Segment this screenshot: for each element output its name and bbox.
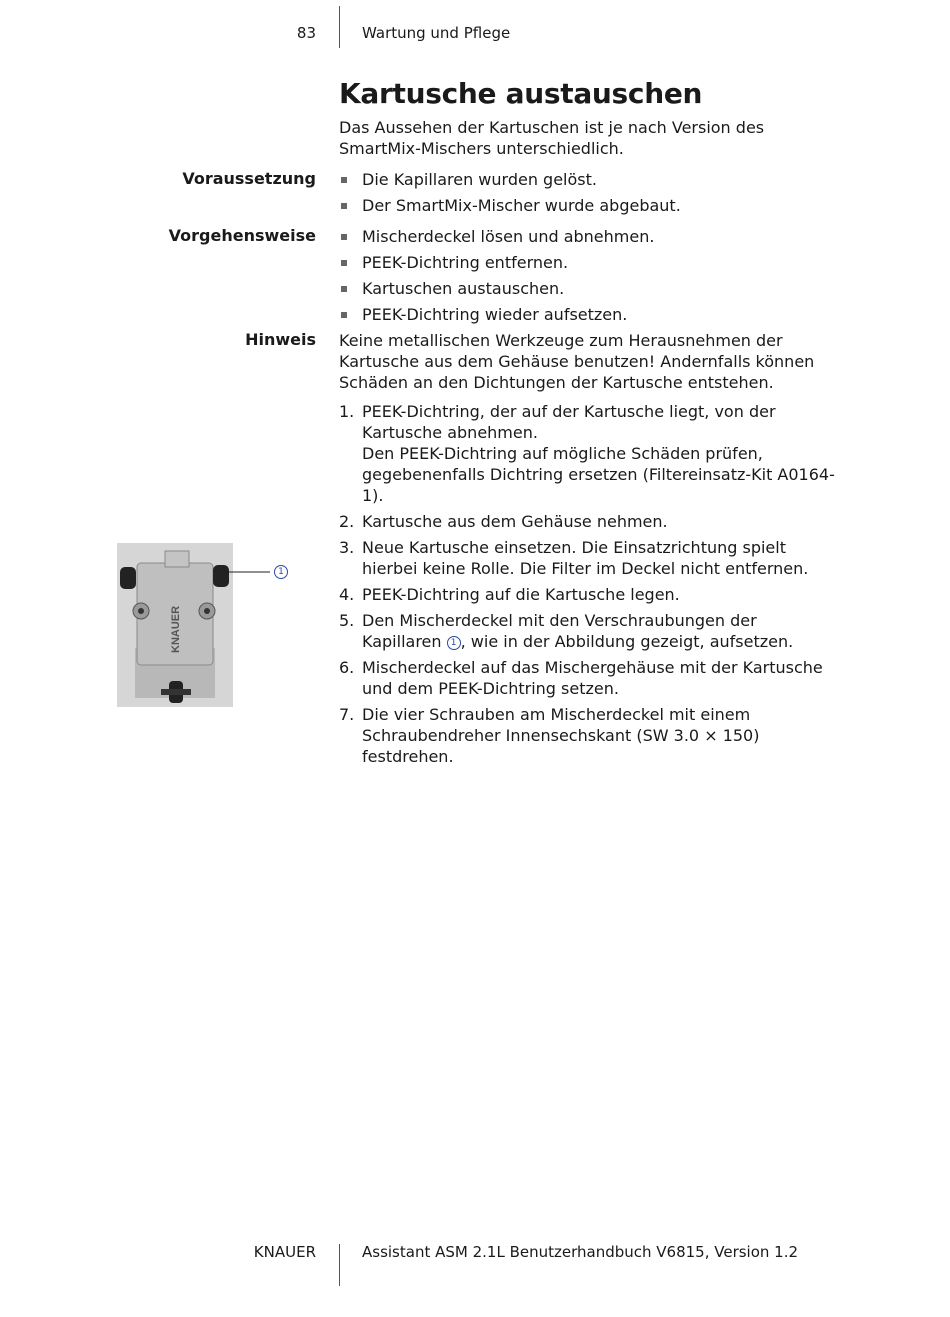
step-text: Mischerdeckel auf das Mischergehäuse mit der Kartusche und dem PEEK-Dichtring setzen. bbox=[362, 658, 823, 698]
step-number: 7. bbox=[339, 705, 355, 724]
section-intro: Das Aussehen der Kartuschen ist je nach Version des SmartMix-Mischers unterschiedlich. bbox=[339, 118, 765, 158]
step-item bbox=[339, 537, 839, 579]
note-label: Hinweis bbox=[245, 330, 316, 349]
note-text: Keine metallischen Werkzeuge zum Herausnehmen der Kartusche aus dem Gehäuse benutzen! Andernfalls können Schäden an den Dichtungen der Kartusche entstehen. bbox=[339, 331, 815, 392]
mixer-photo bbox=[117, 543, 233, 707]
list-item: Die Kapillaren wurden gelöst. bbox=[339, 169, 839, 190]
step-text: PEEK-Dichtring auf die Kartusche legen. bbox=[362, 585, 680, 604]
step-text: Kartusche aus dem Gehäuse nehmen. bbox=[362, 512, 668, 531]
step-item bbox=[339, 401, 839, 506]
figure-callout: 1 bbox=[274, 565, 288, 579]
section-title: Kartusche austauschen bbox=[339, 77, 703, 110]
step-text: Den Mischerdeckel mit den Verschraubungen der Kapillaren bbox=[362, 611, 757, 651]
step-number: 1. bbox=[339, 402, 355, 421]
step-number: 2. bbox=[339, 512, 355, 531]
step-item bbox=[339, 610, 839, 652]
step-item bbox=[339, 704, 839, 767]
step-number: 4. bbox=[339, 585, 355, 604]
procedure-list bbox=[339, 226, 839, 330]
figure-brand-text: KNAUER bbox=[170, 605, 182, 653]
step-callout: 1 bbox=[447, 636, 461, 650]
step-text: Neue Kartusche einsetzen. Die Einsatzrichtung spielt hierbei keine Rolle. Die Filter im Deckel nicht entfernen. bbox=[362, 538, 809, 578]
list-item: Mischerdeckel lösen und abnehmen. bbox=[339, 226, 839, 247]
step-item bbox=[339, 511, 839, 532]
page-number: 83 bbox=[296, 24, 316, 42]
header-divider bbox=[339, 6, 340, 48]
list-item: PEEK-Dichtring entfernen. bbox=[339, 252, 839, 273]
header-title: Wartung und Pflege bbox=[362, 24, 511, 42]
step-list bbox=[339, 401, 839, 772]
mixer-illustration bbox=[117, 543, 233, 707]
list-item: Der SmartMix-Mischer wurde abgebaut. bbox=[339, 195, 839, 216]
prerequisite-list bbox=[339, 169, 839, 221]
step-number: 3. bbox=[339, 538, 355, 557]
procedure-label: Vorgehensweise bbox=[168, 226, 316, 245]
footer-brand: KNAUER bbox=[253, 1243, 316, 1261]
footer-doc-title: Assistant ASM 2.1L Benutzerhandbuch V6815, Version 1.2 bbox=[362, 1243, 799, 1261]
step-text: PEEK-Dichtring, der auf der Kartusche liegt, von der Kartusche abnehmen. bbox=[362, 402, 776, 442]
step-number: 6. bbox=[339, 658, 355, 677]
step-text: Die vier Schrauben am Mischerdeckel mit einem Schraubendreher Innensechskant (SW 3.0 × 150) festdrehen. bbox=[362, 705, 760, 766]
step-subtext: Den PEEK-Dichtring auf mögliche Schäden prüfen, gegebenenfalls Dichtring ersetzen (Filtereinsatz-Kit A0164-1). bbox=[362, 444, 835, 505]
step-text-after: , wie in der Abbildung gezeigt, aufsetzen. bbox=[460, 632, 794, 651]
step-item bbox=[339, 657, 839, 699]
step-number: 5. bbox=[339, 611, 355, 630]
list-item: PEEK-Dichtring wieder aufsetzen. bbox=[339, 304, 839, 325]
footer-divider bbox=[339, 1244, 340, 1286]
prerequisite-label: Voraussetzung bbox=[182, 169, 316, 188]
figure-callout-line bbox=[226, 564, 270, 578]
step-item bbox=[339, 584, 839, 605]
list-item: Kartuschen austauschen. bbox=[339, 278, 839, 299]
